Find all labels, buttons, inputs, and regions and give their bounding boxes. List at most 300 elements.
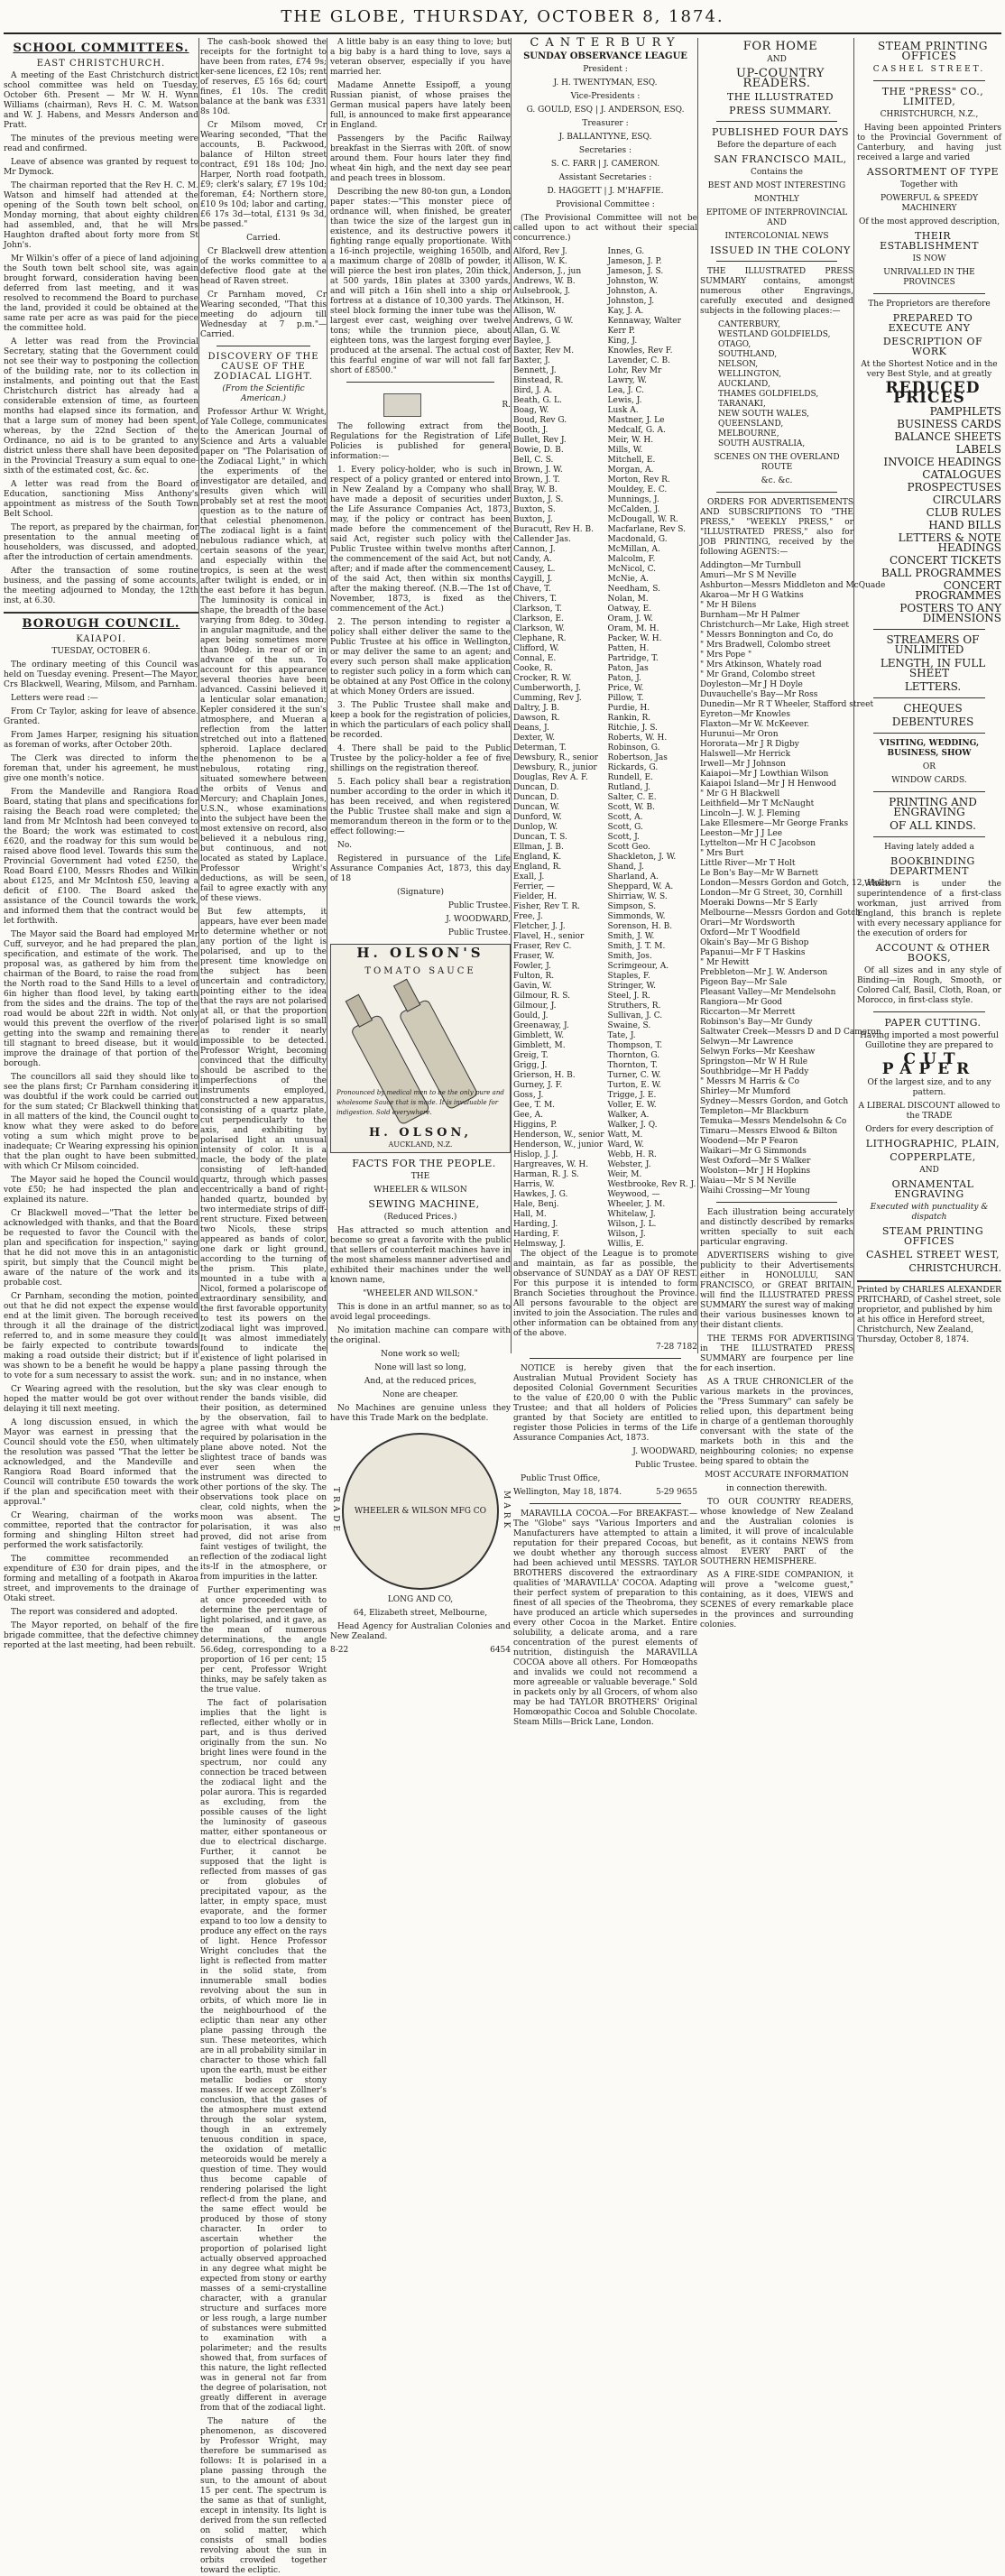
committee-member: Roberts, W. H. <box>607 734 668 743</box>
agent-item: West Oxford—Mr S Walker <box>700 1157 811 1166</box>
committee-member: Alford, Rev J. <box>513 247 567 256</box>
paragraph: 1. Every policy-holder, who is such in respect of a policy granted or entered into in New Zealand by a Company who shall have made a deposit of securities under the Life Assurance Companies Act, 1873, may, if the policy or contract has been made before the commencement of the said Act, register such policy with the Public Trustee within twelve months after the commencement of the said Act, but not after; and if made after the commencement of the said Act, then within six months after the making thereof. (N.B.—The 1st of November, 1873, is fixed as the commencement of the Act.) <box>330 466 511 614</box>
kaiapoi-subheading: KAIAPOI. <box>76 634 126 644</box>
committee-member: Steel, J. R. <box>607 992 650 1001</box>
committee-member: Kay, J. A. <box>607 307 644 316</box>
masthead: THE GLOBE, THURSDAY, OCTOBER 8, 1874. <box>281 7 724 26</box>
committee-member: Scott, A. <box>607 813 643 822</box>
paragraph: The following extract from the Regulations for the Registration of Life Policies is published for general information:— <box>330 422 511 461</box>
line: INTERCOLONIAL NEWS <box>724 232 829 241</box>
committee-member: Clephane, R. <box>513 634 567 643</box>
committee-member: Grierson, H. B. <box>513 1071 576 1080</box>
illustrated-heading: THE ILLUSTRATED <box>726 91 834 103</box>
committee-member: Ritchie, J. S. <box>607 724 658 733</box>
committee-member: McCalden, J. <box>607 505 660 514</box>
paragraph: Cr Milsom moved, Cr Wearing seconded, "That the accounts, B. Packwood, balance of Hilton street contract, £91 18s 10d; Jno. Harper, North road footpath, £9; clerk's salary, £7 19s 10d; foreman, £4; Northern store, £10 9s 10d; labor and carting, £6 17s 3d—total, £131 9s 3d, be passed." <box>200 121 327 229</box>
agent-item: Pigeon Bay—Mr Sale <box>700 978 788 987</box>
agent-item: Woodend—Mr P Fearon <box>700 1137 798 1146</box>
agent-item: Prebbleton—Mr J. W. Anderson <box>700 968 828 977</box>
ad-title: H. OLSON'S <box>356 945 484 961</box>
paragraph: Having been appointed Printers to the Provincial Government of Canterbury, and having just received a large and varied <box>857 124 1001 162</box>
committee-member: Shackleton, J. W. <box>607 853 677 862</box>
paragraph: The Mayor said the Board had employed Mr Cuff, surveyor, and he had prepared the plan, specification, and estimate of the work. The proposal was, as gathered by him from the chairman of the Board, to raise the road from the North road to the Sand Hills to a level of 6in higher than flood level, by taking earth from the sides and the drains. The top of the road would be about 22ft in width. Not only would this prevent the overflow of the river getting into the swamp and remaining there till stagnant to breed disease, but it would improve the drainage of that portion of the borough. <box>4 930 198 1068</box>
line: "WHEELER AND WILSON." <box>363 1289 478 1298</box>
paragraph: Madame Annette Essipoff, a young Russian pianist, of whose praises the German musical papers have lately been full, is announced to make first appearance in England. <box>330 81 511 130</box>
line: None work so well; <box>381 1350 460 1359</box>
paragraph: The minutes of the previous meeting were read and confirmed. <box>4 134 198 153</box>
committee-member: Gee, T. M. <box>513 1101 556 1110</box>
agent-item: Okain's Bay—Mr G Bishop <box>700 938 809 947</box>
committee-member: Weywood, — <box>607 1190 660 1199</box>
divider <box>873 629 985 630</box>
divider <box>873 791 985 792</box>
committee-member: Sharland, A. <box>607 873 659 882</box>
reduced-prices-heading: REDUCED PRICES <box>885 379 981 407</box>
paragraph: Cr Parnham, seconding the motion, pointed out that he did not expect the expense would end at the limit given. The borough received through it all the drainage of the district referred to, and in some measure they could be fairly expected to contribute towards making a road outside their district; but if it was shown to be a benefit he would be happy to vote for a sum necessary to assist the work. <box>4 1292 198 1380</box>
committee-member: Morton, Rev R. <box>607 475 670 485</box>
committee-member: Scrimgeour, A. <box>607 962 669 971</box>
town-item: TARANAKI, <box>718 400 766 409</box>
line: OF ALL KINDS. <box>890 819 976 832</box>
paragraph: From the Mandeville and Rangiora Road Board, stating that plans and specifications for raising the Beach road were completed; the land from Mr McIntosh had been conveyed to the Board; the work was estimated to cost £620, and the roadway for this sum would be raised above flood level. Towards this sum the Provincial Government had voted £250, the Road Board £100, Messrs Rhodes and Wilkin about £125, and Mr McIntosh £50, leaving a deficit of £100. The Board asked the assistance of the Council towards the work, and informed them that the contract would be let forthwith. <box>4 788 198 926</box>
committee-member: Morgan, A. <box>607 466 654 475</box>
line: EPITOME OF INTERPROVINCIAL AND <box>705 208 848 227</box>
date-line: Wellington, May 18, 1874. <box>513 1488 622 1497</box>
agent-item: Southbridge—Mr H Paddy <box>700 1067 809 1076</box>
steam-printing-heading: STEAM PRINTING OFFICES <box>878 40 988 62</box>
column-4 <box>513 36 698 1727</box>
committee-member: Fraser, Rev C. <box>513 942 572 951</box>
committee-member: Bell, C. S. <box>513 456 554 465</box>
print-item: BALL PROGRAMMES <box>881 567 1001 579</box>
agent-item: Woolston—Mr J H Hopkins <box>700 1167 811 1176</box>
value: J. H. TWENTYMAN, ESQ. <box>553 78 658 88</box>
committee-list-left <box>513 247 604 1250</box>
line: PUBLISHED FOUR DAYS <box>711 126 849 138</box>
committee-member: Fletcher, J. J. <box>513 922 566 931</box>
value: J. BALLANTYNE, ESQ. <box>558 133 652 142</box>
committee-list-right <box>608 247 697 1250</box>
committee-member: Brown, J. T. <box>513 475 560 485</box>
east-christchurch-subheading: EAST CHRISTCHURCH. <box>36 59 166 69</box>
committee-member: Macfarlane, Rev S. <box>607 525 686 534</box>
divider <box>873 80 985 81</box>
committee-member: Clarkson, W. <box>513 624 565 633</box>
committee-member: Johnston, A. <box>607 287 658 296</box>
paragraph: The object of the League is to promote and maintain, as far as possible, the observance of SUNDAY as a DAY OF REST. For this purpose it is intended to form Branch Societies throughout the Province. All persons favourable to the object are invited to join the Association. The rules and other information can be obtained from any of the above. <box>513 1250 698 1338</box>
committee-member: McNie, A. <box>607 575 649 584</box>
line: 64, Elizabeth street, Melbourne, <box>353 1609 488 1618</box>
committee-member: Harding, J. <box>513 1220 558 1229</box>
committee-member: Malcolm, F. <box>607 555 656 564</box>
ad-brand: H. OLSON, <box>368 1126 473 1140</box>
committee-member: Duncan, D. <box>513 793 559 802</box>
paragraph: The report was considered and adopted. <box>11 1608 178 1617</box>
signature-line: Public Trustee. <box>447 928 511 937</box>
committee-member: Lewis, J. <box>607 396 642 405</box>
committee-member: Allan, G. W. <box>513 327 561 336</box>
paragraph: Cr Wearing, chairman of the works committee, reported that the contractor for forming and shingling Hilton street had performed the work satisfactorily. <box>4 1511 198 1550</box>
town-item: THAMES GOLDFIELDS, <box>718 390 819 399</box>
value: S. C. FARR | J. CAMERON. <box>550 160 660 169</box>
committee-member: Hall, M. <box>513 1210 547 1219</box>
agent-item: Pleasant Valley—Mr Mendelsohn <box>700 988 836 997</box>
line: AND <box>919 1166 939 1175</box>
committee-member: Knowles, Rev F. <box>607 346 673 355</box>
committee-member: Boud, Rev G. <box>513 416 567 425</box>
press-summary-heading: PRESS SUMMARY. <box>729 105 832 116</box>
canterbury-heading: CANTERBURY <box>530 36 681 50</box>
committee-member: Lea, J. C. <box>607 386 644 395</box>
committee-member: Paton, J. <box>607 674 641 683</box>
line: Before the departure of each <box>716 141 837 150</box>
paragraph: 3. The Public Trustee shall make and keep a book for the registration of policies, in which the particulars of each policy shall be recorded. <box>330 701 511 740</box>
agents-list <box>700 561 901 1196</box>
committee-member: Wheeler, J. M. <box>607 1200 666 1209</box>
committee-member: Chivers, T. <box>513 595 558 604</box>
agent-item: London—Mr G Street, 30, Cornhill <box>700 889 843 898</box>
agent-item: Riccarton—Mr Merrett <box>700 1008 796 1017</box>
paragraph: After the transaction of some routine business, and the passing of some accounts, the meeting adjourned to Monday, the 12th inst, at 6.30. <box>4 567 198 605</box>
committee-member: Gimblett, W. <box>513 1031 565 1040</box>
committee-member: Oatway, E. <box>607 605 652 614</box>
home-heading: FOR HOME <box>742 40 818 53</box>
line: The Proprietors are therefore <box>868 300 991 309</box>
label: Treasurer : <box>582 119 629 128</box>
line: &c. &c. <box>761 476 793 485</box>
agent-item: Duvauchelle's Bay—Mr Ross <box>700 690 818 699</box>
column-2 <box>200 38 327 2575</box>
ad-code: 8-22 <box>330 1646 349 1655</box>
town-item: SOUTH AUSTRALIA, <box>718 439 806 448</box>
paragraph: The ordinary meeting of this Council was held on Tuesday evening. Present—The Mayor, Crs Blackwell, Wearing, Milsom, and Parnham. <box>4 660 198 689</box>
agent-item: " Messrs M Harris & Co <box>700 1077 799 1086</box>
committee-member: Grigg, J. <box>513 1061 548 1070</box>
agent-item: Lyttelton—Mr H C Jacobson <box>700 839 816 848</box>
print-item: CATALOGUES <box>922 468 1001 481</box>
committee-member: Gould, J. <box>513 1011 549 1020</box>
signature-line: J. WOODWARD, <box>632 1447 697 1456</box>
print-item: CLUB RULES <box>926 506 1001 519</box>
committee-member: Webster, J. <box>607 1160 651 1169</box>
value: D. HAGGETT | J. M'HAFFIE. <box>547 187 664 196</box>
paragraph: From Cr Taylor, asking for leave of absence. Granted. <box>4 707 198 726</box>
committee-member: Bird, J. A. <box>513 386 553 395</box>
line: DEBENTURES <box>891 716 974 728</box>
committee-member: Cooke, R. <box>513 664 553 673</box>
committee-member: Thornton, G. <box>607 1051 660 1060</box>
town-item: WESTLAND GOLDFIELDS, <box>718 330 831 339</box>
committee-member: Duncan, D. <box>513 783 559 792</box>
paragraph: THE ILLUSTRATED PRESS SUMMARY contains, amongst numerous other Engravings, carefully executed and designed subjects in the following places:— <box>700 267 853 316</box>
committee-member: Ellman, J. B. <box>513 843 564 852</box>
agent-item: " Mrs Bradwell, Colombo street <box>700 641 831 650</box>
paragraph: The report, as prepared by the chairman, for presentation to the annual meeting of householders, was discussed, and adopted, after the introduction of certain amendments. <box>4 523 198 562</box>
committee-member: Staples, F. <box>607 972 650 981</box>
committee-member: Pillow, T. <box>607 694 644 703</box>
committee-member: Salter, C. E. <box>607 793 657 802</box>
print-item: HAND BILLS <box>928 519 1001 531</box>
committee-member: Determan, T. <box>513 743 567 752</box>
paragraph: A little baby is an easy thing to love; but a big baby is a hard thing to love, says a veteran observer, especially if you have married her. <box>330 38 511 77</box>
line: CHEQUES <box>903 702 963 715</box>
agent-item: Oxford—Mr T Woodfield <box>700 928 800 937</box>
paragraph: The councillors all said they should like to see the plans first; Cr Parnham considering it was doubtful if the work could be carried out for the sum stated; Cr Blackwell thinking that in all matters of the kind, the Council ought to know what they were asked to do before voting a sum which might prove to be inadequate; Cr Wearing expressing his opinion that the plan ought to have been submitted, with which Cr Milsom coincided. <box>4 1073 198 1171</box>
committee-member: Harman, R. J. S. <box>513 1170 579 1179</box>
divider <box>4 612 198 614</box>
ad-subtitle: TOMATO SAUCE <box>364 966 476 976</box>
paragraph: Letters were read :— <box>11 694 98 703</box>
crest-label: R. <box>502 400 511 410</box>
committee-member: Thompson, T. <box>607 1041 663 1050</box>
committee-member: Goss, J. <box>513 1091 544 1100</box>
committee-member: Gurney, J. F. <box>513 1081 563 1090</box>
divider <box>716 1202 837 1203</box>
line: None are cheaper. <box>383 1390 458 1399</box>
agent-item: " Mrs Pope " <box>700 651 752 660</box>
town-item: QUEENSLAND, <box>718 420 784 429</box>
line: WINDOW CARDS. <box>891 776 967 785</box>
label: Assistant Secretaries : <box>558 173 652 182</box>
line: CASHEL STREET WEST, <box>866 1249 1000 1260</box>
paragraph: (The Provisional Committee will not be called upon to act without their special concurrence.) <box>513 214 697 243</box>
tomato-sauce-ad <box>330 944 511 1153</box>
committee-member: Wilson, J. <box>607 1230 646 1239</box>
facts-heading: FACTS FOR THE PEOPLE. <box>352 1158 496 1169</box>
committee-member: Harding, F. <box>513 1230 560 1239</box>
print-item: CONCERT PROGRAMMES <box>915 579 1001 602</box>
committee-member: Oram, M. H. <box>607 624 659 633</box>
agent-item: " Mrs Burt <box>700 849 744 858</box>
agent-item: " Mr Grand, Colombo street <box>700 670 816 679</box>
committee-member: Higgins, P. <box>513 1121 558 1130</box>
committee-member: Baylee, J. <box>513 337 552 346</box>
committee-member: Deans, J. <box>513 724 549 733</box>
agent-item: Selwyn—Mr Lawrence <box>700 1038 794 1047</box>
committee-member: King, J. <box>607 337 638 346</box>
committee-member: Price, W. <box>607 684 644 693</box>
trade-label: TRADE <box>331 1487 340 1536</box>
agent-item: Le Bon's Bay—Mr W Barnett <box>700 869 819 878</box>
committee-member: McDougall, W. R. <box>607 515 678 524</box>
committee-member: Scott, J. <box>607 833 640 842</box>
committee-member: Bray, W. B. <box>513 485 558 494</box>
line: ACCOUNT & OTHER BOOKS, <box>875 942 991 964</box>
paragraph: ADVERTISERS wishing to give publicity to their Advertisements either in HONOLULU, SAN FRANCISCO, or GREAT BRITAIN, will find the ILLUSTRATED PRESS SUMMARY the surest way of making their various businesses known to their distant clients. <box>700 1251 853 1330</box>
committee-member: Daltry, J. B. <box>513 704 560 713</box>
label: President : <box>583 65 628 74</box>
committee-member: Gilmour, J. <box>513 1002 557 1011</box>
committee-member: Dewsbury, R., junior <box>513 763 597 772</box>
committee-member: Rundell, E. <box>607 773 653 782</box>
committee-member: Lohr, Rev Mr <box>607 366 662 375</box>
line: LONG AND CO, <box>387 1595 454 1604</box>
committee-member: Anderson, J., jun <box>513 267 582 276</box>
committee-member: Clarkson, E. <box>513 614 564 623</box>
committee-member: Connal, E. <box>513 654 557 663</box>
committee-member: Robertson, Jas <box>607 753 668 762</box>
committee-member: Brown, J. W. <box>513 466 563 475</box>
ad-code: 5-29 9655 <box>656 1488 697 1497</box>
committee-member: Kennaway, Walter <box>607 317 681 326</box>
committee-member: Willis, E. <box>607 1240 644 1249</box>
paragraph: ORDERS FOR ADVERTISEMENTS AND SUBSCRIPTIONS TO "THE PRESS," "WEEKLY PRESS," or "ILLUSTRATED PRESS," also for JOB PRINTING, received by the following AGENTS:— <box>700 498 853 557</box>
committee-member: Sheppard, W. A. <box>607 882 674 891</box>
agent-item: Shirley—Mr Mumford <box>700 1087 791 1096</box>
committee-member: Boag, W. <box>513 406 549 415</box>
paragraph: Passengers by the Pacific Railway breakfast in the Sierras with 20ft. of snow around them. Four hours later they find wheat 4in high, and the next day see pear and peach trees in blossom. <box>330 134 511 183</box>
paragraph: This is done in an artful manner, so as to avoid legal proceedings. <box>330 1303 511 1322</box>
line: AND <box>767 55 787 64</box>
committee-member: England, K. <box>513 853 562 862</box>
committee-member: McNicol, C. <box>607 565 657 574</box>
print-item: PROSPECTUSES <box>907 481 1001 494</box>
committee-member: Lawry, W. <box>607 376 648 385</box>
value: G. GOULD, ESQ | J. ANDERSON, ESQ. <box>526 106 685 115</box>
line: BOOKBINDING DEPARTMENT <box>890 855 975 877</box>
line: DESCRIPTION OF WORK <box>882 336 983 357</box>
committee-member: Bowie, D. B. <box>513 446 564 455</box>
line: A LIBERAL DISCOUNT allowed to the TRADE <box>858 1102 1000 1121</box>
line: CHRISTCHURCH, N.Z., <box>880 110 979 119</box>
committee-member: Mills, W. <box>607 446 643 455</box>
committee-member: Clifford, W. <box>513 644 559 653</box>
agent-item: Eyreton—Mr Knowles <box>700 710 790 719</box>
committee-member: Allison, W. K. <box>513 257 567 266</box>
paragraph: The committee recommended an expenditure of £30 for drain pipes, and the forming and metalling of a footpath in Akaroa street, and improvements to the drainage of Otaki street. <box>4 1555 198 1603</box>
committee-member: Dunford, W. <box>513 813 562 822</box>
mark-label: MARK <box>502 1491 511 1532</box>
committee-member: Cumberworth, J. <box>513 684 581 693</box>
agent-item: Ashburton—Messrs Middleton and McQuade <box>700 581 886 590</box>
line: Orders for every description of <box>865 1125 993 1134</box>
paragraph: Registered in pursuance of the Life Assurance Companies Act, 1873, this day of 18 <box>330 854 511 883</box>
committee-member: England, R. <box>513 863 562 872</box>
committee-member: Oram, J. W. <box>607 614 654 623</box>
agent-item: Springston—Mr W H Rule <box>700 1057 808 1066</box>
town-item: WELLINGTON, <box>718 370 781 379</box>
committee-member: Exall, J. <box>513 873 545 882</box>
committee-member: Fraser, W. <box>513 952 555 961</box>
line: UNRIVALLED IN THE PROVINCES <box>883 268 975 287</box>
line: WHEELER & WILSON <box>373 1186 467 1195</box>
agent-item: Waiau—Mr S M Neville <box>700 1177 797 1186</box>
committee-member: Dawson, R. <box>513 714 560 723</box>
town-item: CANTERBURY, <box>718 320 780 329</box>
source-line: (From the Scientific American.) <box>222 384 305 403</box>
committee-member: Mouldey, E. C. <box>607 485 668 494</box>
label: Vice-Presidents : <box>570 92 641 101</box>
agent-item: Moeraki Downs—Mr S Early <box>700 899 818 908</box>
agent-item: Timaru—Messrs Elwood & Bilton <box>700 1127 838 1136</box>
print-item: BALANCE SHEETS <box>894 430 1001 443</box>
paragraph: No. <box>337 841 352 850</box>
paragraph: 5. Each policy shall bear a registration number according to the order in which it has been received, and when registered the Public Trustee shall make and sign a memorandum thereon in the form or to the effect following:— <box>330 778 511 836</box>
committee-member: Andrews, G W. <box>513 317 574 326</box>
committee-member: Simpson, S. <box>607 902 657 911</box>
line: POWERFUL & SPEEDY MACHINERY <box>880 194 979 213</box>
committee-member: Harris, W. <box>513 1180 555 1189</box>
line: ISSUED IN THE COLONY <box>710 245 851 256</box>
line: Contains the <box>751 168 803 177</box>
divider <box>530 1358 681 1359</box>
agent-item: Melbourne—Messrs Gordon and Gotch <box>700 909 861 918</box>
line: Of the largest size, and to any pattern. <box>867 1078 991 1097</box>
committee-member: Scott Geo. <box>607 843 650 852</box>
committee-member: Purdie, H. <box>607 704 650 713</box>
line: OR <box>922 762 936 771</box>
agent-item: Papanui—Mr F T Haskins <box>700 948 806 957</box>
agent-item: Leithfield—Mr T McNaught <box>700 799 815 808</box>
paragraph: A letter was read from the Board of Education, sanctioning Miss Anthony's appointment as mistress of the South Town Belt School. <box>4 480 198 519</box>
paragraph: Professor Arthur W. Wright, of Yale College, communicates to the American Journal of Science and Arts a valuable paper on "The Polarisation of the Zodiacal Light," in which the experiments of the investigator are detailed, and results given which will probably set at rest the moot question as to the nature of that celestial phenomenon. The zodiacal light is a faint nebulous radiance which, at certain seasons of the year, and especially within the tropics, is seen at the west after twilight is ended, or in the east before it has begun. The luminosity is conical in shape, the breadth of the base varying from 8deg. to 30deg. in angular magnitude, and the apex being sometimes more than 90deg. in rear of or in advance of the sun. To account for this appearance several theories have been advanced. Cassini believed it a lenticular solar emanation; Kepler considered it the sun's atmosphere, and Mueran a reflection from the latter stretched out into a flattened spheroid. Laplace declared the phenomenon to be a nebulous, rotating ring, situated somewhere between the orbits of Venus and Mercury; and Chaplain Jones, U.S.N., whose examinations into the subject have been the most extensive on record, also believed it a nebulous ring, but continuous, and not located as stated by Laplace. Professor Wright's deductions, as will be seen, fail to agree exactly with any of these views. <box>200 408 327 903</box>
line: LENGTH, IN FULL SHEET <box>880 657 986 679</box>
line: LITHOGRAPHIC, PLAIN, <box>865 1138 1000 1150</box>
line: Of the most approved description, <box>858 217 1000 226</box>
committee-member: Buxton, J. <box>513 515 553 524</box>
committee-member: Rickards, G. <box>607 763 659 772</box>
paragraph: Carried. <box>246 234 281 243</box>
committee-list <box>513 247 697 1250</box>
label: Secretaries : <box>578 146 632 155</box>
column-1 <box>4 38 199 1650</box>
agent-item: Amuri—Mr S M Neville <box>700 571 797 580</box>
divider <box>346 382 494 383</box>
committee-member: Cumming, Rev J. <box>513 694 582 703</box>
divider <box>530 1503 681 1504</box>
agent-item: Lincoln—J. W. J. Fleming <box>700 809 800 818</box>
towns-list <box>718 320 853 449</box>
paragraph: 2. The person intending to register a policy shall either deliver the same to the Public Trustee at his office in Wellington, or may deliver the same to an agent; and every such person shall make application to register such policy in a form which can be obtained at any Post Office in the colony at which Money Orders are issued. <box>330 618 511 697</box>
agent-item: Robinson's Bay—Mr Gundy <box>700 1018 813 1027</box>
agent-item: Waikari—Mr G Simmonds <box>700 1147 807 1156</box>
committee-member: Fulton, R. <box>513 972 555 981</box>
committee-member: Dexter, W. <box>513 734 556 743</box>
committee-member: Johnston, J. <box>607 297 655 306</box>
paragraph: Further experimenting was at once proceeded with to determine the percentage of light polarised, and it gave, as the mean of numerous determinations, the angle 56.6deg, corresponding to a proportion of 16 per cent; 15 per cent, Professor Wright thinks, may be safely taken as the true value. <box>200 1586 327 1694</box>
line: BEST AND MOST INTERESTING <box>707 181 846 190</box>
committee-member: Hawkes, J. G. <box>513 1190 568 1199</box>
line: (Reduced Prices.) <box>383 1213 457 1222</box>
town-item: OTAGO, <box>718 340 751 349</box>
agent-item: Rangiora—Mr Good <box>700 998 783 1007</box>
ad-code: 6454 <box>490 1646 511 1655</box>
paragraph: The Mayor said he hoped the Council would vote £50; he had inspected the plan and explained its nature. <box>4 1176 198 1205</box>
committee-member: Gilmour, R. S. <box>513 992 570 1001</box>
paragraph: Cr Parnham moved, Cr Wearing seconded, "That this meeting do adjourn till Wednesday at 7 p.m."—Carried. <box>200 291 327 339</box>
paragraph: No Machines are genuine unless they have this Trade Mark on the bedplate. <box>330 1404 511 1423</box>
line: SCENES ON THE OVERLAND ROUTE <box>714 453 840 472</box>
committee-member: Henderson, W., junior <box>513 1140 604 1150</box>
paragraph: A meeting of the East Christchurch district school committee was held on Tuesday, October 6th. Present — Mr W. H. Wynn Williams (chairman), Revs H. C. M. Watson and W. J. Habens, and Messrs Anderson and Pratt. <box>4 71 198 130</box>
agent-item: " Mr Hewitt <box>700 958 750 967</box>
committee-member: Ferrier, — <box>513 882 555 891</box>
committee-member: Hislop, J. J. <box>513 1150 558 1159</box>
line: Executed with punctuality & dispatch <box>870 1203 989 1222</box>
committee-member: Watt, M. <box>607 1131 643 1140</box>
committee-member: Chave, T. <box>513 585 551 594</box>
masthead-rule <box>4 32 1001 34</box>
agent-item: London—Messrs Gordon and Gotch, 12, Holborn <box>700 879 901 888</box>
agent-item: Orari—Mr Wordsworth <box>700 919 796 928</box>
town-item: NELSON, <box>718 360 759 369</box>
committee-member: Aulsebrook, J. <box>513 287 570 296</box>
line: SAN FRANCISCO MAIL, <box>714 153 847 165</box>
committee-member: Buxton, S. <box>513 505 556 514</box>
paragraph: The chairman reported that the Rev H. C. M. Watson and himself had attended at the opening of the South town belt school, on Monday morning, that about eighty children had assembled, and, that he will Mrs Haughton drafted about forty more from St John's. <box>4 181 198 250</box>
paragraph: MARAVILLA COCOA.—For BREAKFAST.—The "Globe" says "Various Importers and Manufacturers have attempted to attain a reputation for their prepared Cocoas, but we doubt whether any thorough success had been achieved until MESSRS. TAYLOR BROTHERS discovered the extraordinary qualities of 'MARAVILLA' COCOA. Adapting their perfect system of preparation to this finest of all species of the Theobroma, they have produced an article which supersedes every other Cocoa in the Market. Entire solubility, a delicate aroma, and a rare concentration of the purest elements of nutrition, distinguish the MARAVILLA COCOA above all others. For Homœopaths and invalids we could not recommend a more agreeable or valuable beverage." Sold in packets only by all Grocers, of whom also may be had TAYLOR BROTHERS' Original Homœopathic Cocoa and Soluble Chocolate. Steam Mills—Brick Lane, London. <box>513 1510 697 1727</box>
committee-member: Partridge, T. <box>607 654 659 663</box>
